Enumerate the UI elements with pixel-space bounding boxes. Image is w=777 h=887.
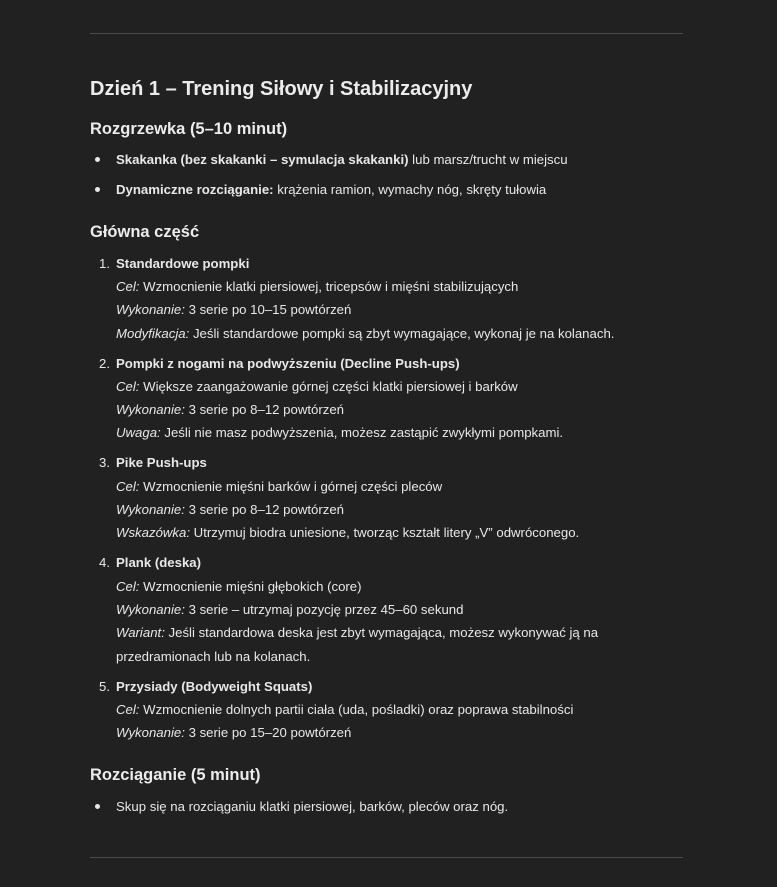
- exercise-4-execution: Wykonanie: 3 serie – utrzymaj pozycję przez 45–60 sekund: [116, 602, 464, 617]
- warmup-heading: Rozgrzewka (5–10 minut): [90, 120, 288, 138]
- exercise-2-name: Pompki z nogami na podwyższeniu (Decline Push-ups): [116, 356, 460, 371]
- exercise-number: 4.: [99, 555, 110, 570]
- page-title: Dzień 1 – Trening Siłowy i Stabilizacyjny: [90, 78, 473, 100]
- exercise-4-variant-cont: przedramionach lub na kolanach.: [116, 649, 311, 664]
- exercise-3-tip: Wskazówka: Utrzymuj biodra uniesione, tworząc kształt litery „V” odwróconego.: [116, 525, 580, 540]
- bullet-icon: [95, 804, 100, 809]
- exercise-2-note: Uwaga: Jeśli nie masz podwyższenia, możesz zastąpić zwykłymi pompkami.: [116, 425, 564, 440]
- exercise-number: 5.: [99, 679, 110, 694]
- top-divider: [90, 33, 683, 34]
- exercise-3-name: Pike Push-ups: [116, 455, 207, 470]
- warmup-item-1: Skakanka (bez skakanki – symulacja skakanki) lub marsz/trucht w miejscu: [116, 152, 568, 167]
- bottom-divider: [90, 857, 683, 858]
- exercise-2-goal: Cel: Większe zaangażowanie górnej części klatki piersiowej i barków: [116, 379, 518, 394]
- exercise-5-goal: Cel: Wzmocnienie dolnych partii ciała (uda, pośladki) oraz poprawa stabilności: [116, 702, 574, 717]
- exercise-1-name: Standardowe pompki: [116, 256, 250, 271]
- exercise-number: 2.: [99, 356, 110, 371]
- exercise-1-modification: Modyfikacja: Jeśli standardowe pompki są zbyt wymagające, wykonaj je na kolanach.: [116, 326, 615, 341]
- exercise-1-execution: Wykonanie: 3 serie po 10–15 powtórzeń: [116, 302, 352, 317]
- exercise-4-variant: Wariant: Jeśli standardowa deska jest zbyt wymagająca, możesz wykonywać ją na: [116, 625, 599, 640]
- stretch-item-1: Skup się na rozciąganiu klatki piersiowej, barków, pleców oraz nóg.: [116, 799, 509, 814]
- exercise-5-execution: Wykonanie: 3 serie po 15–20 powtórzeń: [116, 725, 352, 740]
- warmup-item-2: Dynamiczne rozciąganie: krążenia ramion, wymachy nóg, skręty tułowia: [116, 182, 547, 197]
- exercise-5-name: Przysiady (Bodyweight Squats): [116, 679, 313, 694]
- bullet-icon: [95, 187, 100, 192]
- exercise-4-name: Plank (deska): [116, 555, 202, 570]
- exercise-3-execution: Wykonanie: 3 serie po 8–12 powtórzeń: [116, 502, 344, 517]
- exercise-2-execution: Wykonanie: 3 serie po 8–12 powtórzeń: [116, 402, 344, 417]
- exercise-1-goal: Cel: Wzmocnienie klatki piersiowej, tricepsów i mięśni stabilizujących: [116, 279, 519, 294]
- exercise-number: 3.: [99, 455, 110, 470]
- bullet-icon: [95, 157, 100, 162]
- exercise-4-goal: Cel: Wzmocnienie mięśni głębokich (core): [116, 579, 362, 594]
- stretch-heading: Rozciąganie (5 minut): [90, 766, 261, 784]
- exercise-3-goal: Cel: Wzmocnienie mięśni barków i górnej części pleców: [116, 479, 443, 494]
- exercise-number: 1.: [99, 256, 110, 271]
- main-heading: Główna część: [90, 223, 200, 241]
